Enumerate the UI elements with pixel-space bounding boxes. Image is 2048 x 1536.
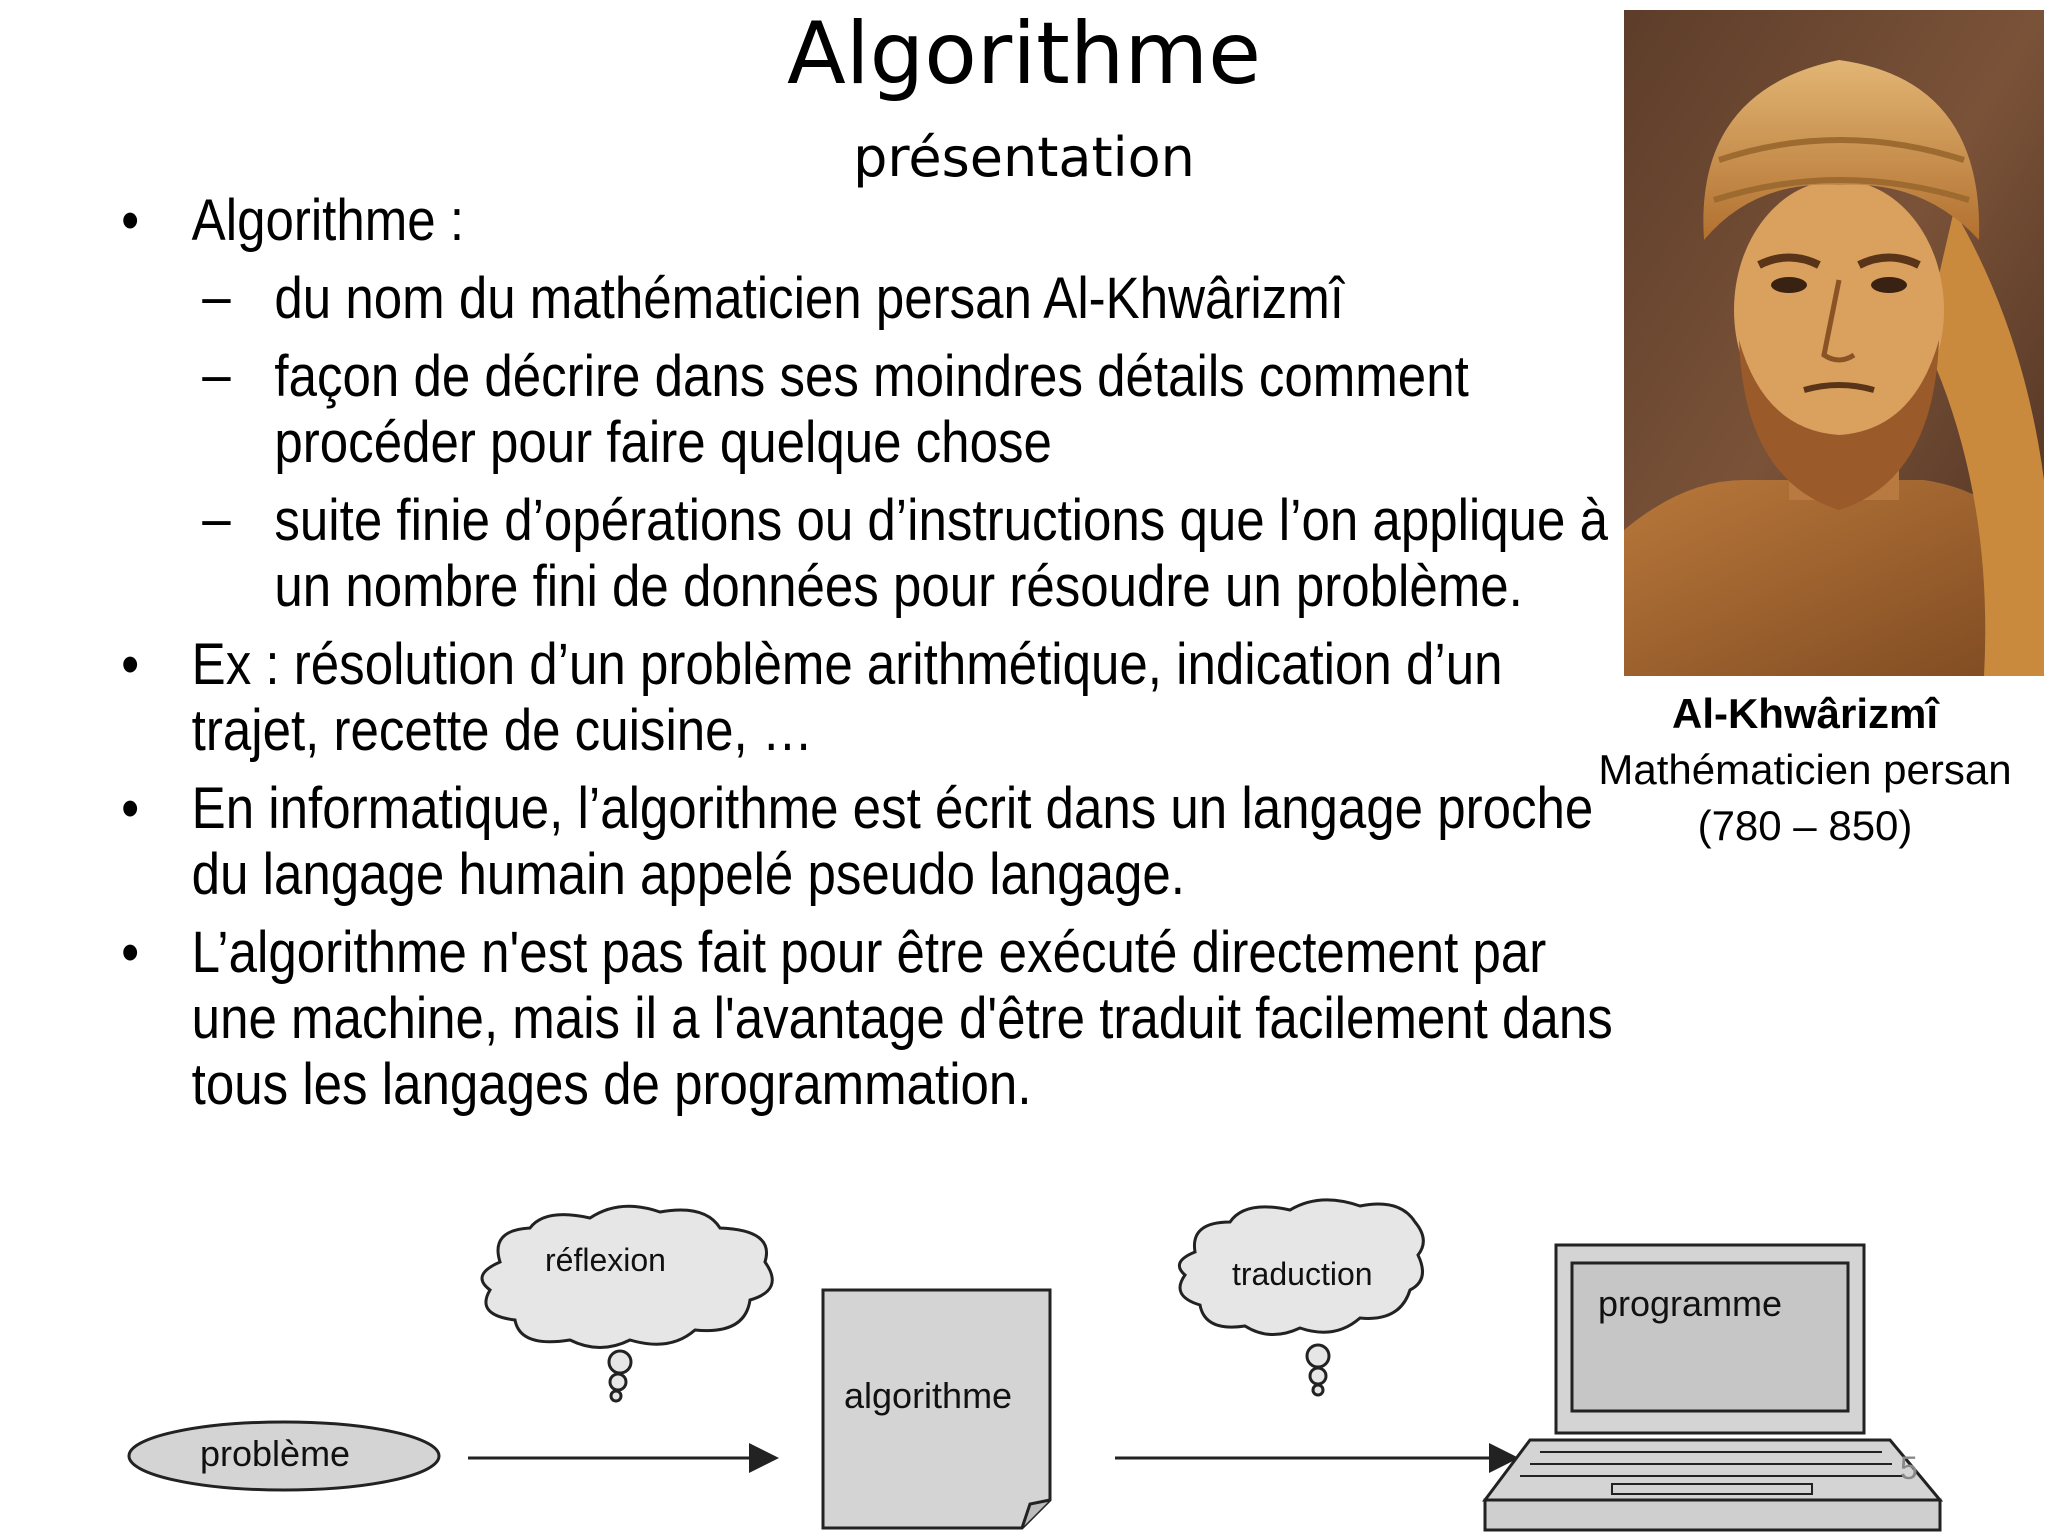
dash-marker: – [202,342,231,407]
bullet-marker: • [121,188,140,253]
page-number: 5 [1900,1450,1918,1486]
dash-marker: – [202,486,231,551]
caption-dates: (780 – 850) [1697,802,1913,849]
bullet-text: Ex : résolution d’un problème arithmétique, indication d’un trajet, recette de cuisine, … [191,632,1503,763]
sub-bullet-text: du nom du mathématicien persan Al-Khwârizmî [274,266,1344,331]
traduction-label: traduction [1232,1256,1373,1292]
reflexion-label: réflexion [545,1242,666,1278]
slide-subtitle: présentation [853,126,1195,189]
bullet-text: En informatique, l’algorithme est écrit dans un langage proche du langage humain appelé pseudo langage. [191,776,1594,907]
bullet-text: L’algorithme n'est pas fait pour être exécuté directement par une machine, mais il a l'avantage d'être traduit facilement dans tous les langages de programmation. [191,920,1613,1117]
caption-name: Al-Khwârizmî [1671,690,1939,737]
bullet-marker: • [121,776,140,841]
caption-role: Mathématicien persan [1598,746,2012,793]
reflexion-cloud [482,1206,772,1401]
traduction-cloud [1179,1200,1423,1395]
bullet-marker: • [121,632,140,697]
programme-label: programme [1598,1283,1783,1324]
sub-bullet-text: suite finie d’opérations ou d’instructions que l’on applique à un nombre fini de données pour résoudre un problème. [274,488,1608,619]
sub-bullet-text: façon de décrire dans ses moindres détails comment procéder pour faire quelque chose [274,344,1469,475]
algorithme-label: algorithme [844,1375,1013,1416]
slide-title: Algorithme [786,4,1262,104]
dash-marker: – [202,264,231,329]
bullet-text: Algorithme : [191,188,465,253]
bullet-marker: • [121,920,140,985]
probleme-label: problème [200,1433,351,1474]
